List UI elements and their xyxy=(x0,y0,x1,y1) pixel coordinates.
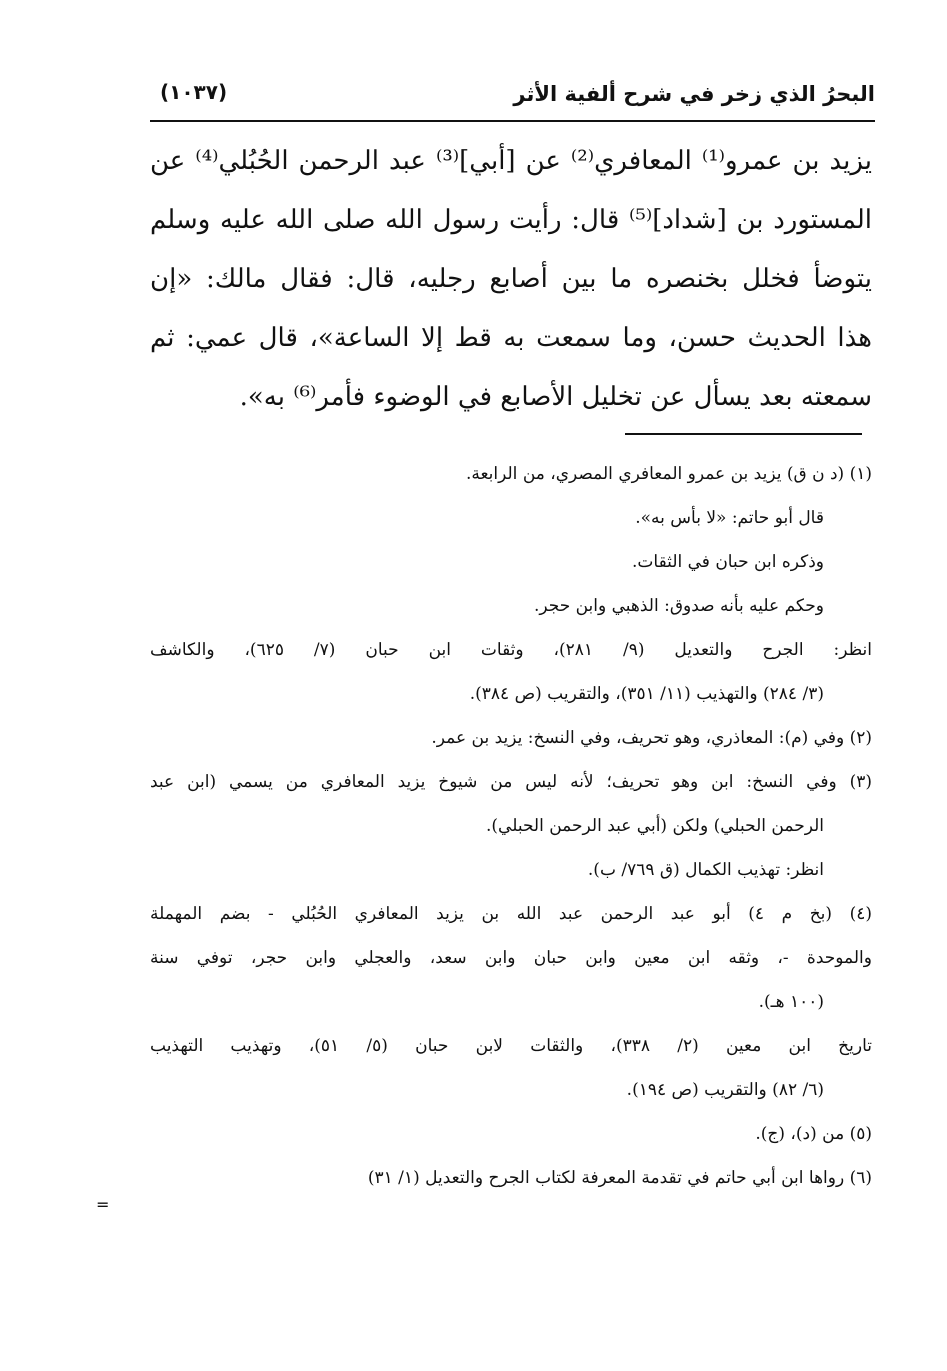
footnote-line: وحكم عليه بأنه صدوق: الذهبي وابن حجر. xyxy=(533,596,824,616)
footnote-line: (٦) رواها ابن أبي حاتم في تقدمة المعرفة لكتاب الجرح والتعديل (١/ ٣١) xyxy=(367,1168,872,1188)
footnote-line: (٦/ ٨٢) والتقريب (ص ١٩٤). xyxy=(626,1080,824,1100)
main-text-line: يزيد بن عمرو⁽¹⁾ المعافري⁽²⁾ عن [أبي]⁽³⁾ عبد الرحمن الحُبُلي⁽⁴⁾ عن xyxy=(150,146,872,176)
footnote-line: والموحدة -، وثقه ابن معين وابن حبان وابن سعد، والعجلي وابن حجر، توفي سنة xyxy=(150,948,872,968)
footnote-line: (١) (د ن ق) يزيد بن عمرو المعافري المصري، من الرابعة. xyxy=(465,464,872,484)
running-header xyxy=(150,78,875,118)
footnote-separator xyxy=(625,433,862,435)
footnote-line: (٣) وفي النسخ: ابن وهو تحريف؛ لأنه ليس من شيوخ يزيد المعافري من يسمي (ابن عبد xyxy=(150,772,872,792)
footnote-line: قال أبو حاتم: «لا بأس به». xyxy=(635,508,824,528)
footnote-line: (١٠٠ هـ). xyxy=(758,992,824,1012)
running-title: البحرُ الذي زخر في شرح ألفية الأثر xyxy=(513,82,875,106)
main-text-line: المستورد بن [شداد]⁽⁵⁾ قال: رأيت رسول الله صلى الله عليه وسلم xyxy=(150,205,872,235)
footnotes xyxy=(150,452,872,1200)
page-number: (١٠٣٧) xyxy=(160,80,228,104)
footnote-line: الرحمن الحبلي) ولكن (أبي عبد الرحمن الحبلي). xyxy=(486,816,824,836)
footnote-line: وذكره ابن حبان في الثقات. xyxy=(632,552,824,572)
header-rule xyxy=(150,120,875,122)
main-text-line: سمعته بعد يسأل عن تخليل الأصابع في الوضوء فأمر⁽⁶⁾ به». xyxy=(239,382,872,412)
footnote-line: (٢) وفي (م): المعاذري، وهو تحريف، وفي النسخ: يزيد بن عمر. xyxy=(431,728,872,748)
main-text-line: هذا الحديث حسن، وما سمعت به قط إلا الساعة»، قال عمي: ثم xyxy=(150,323,872,353)
main-text xyxy=(150,132,872,427)
continuation-mark: = xyxy=(96,1195,110,1214)
main-text-line: يتوضأ فخلل بخنصره ما بين أصابع رجليه، قال: فقال مالك: «إن xyxy=(150,264,872,294)
footnote-line: انظر: الجرح والتعديل (٩/ ٢٨١)، وثقات ابن حبان (٧/ ٦٢٥)، والكاشف xyxy=(150,640,872,660)
footnote-line: (٣/ ٢٨٤) والتهذيب (١١/ ٣٥١)، والتقريب (ص ٣٨٤). xyxy=(469,684,824,704)
footnote-line: انظر: تهذيب الكمال (ق ٧٦٩/ ب). xyxy=(587,860,824,880)
footnote-line: (٥) من (د)، (ج). xyxy=(755,1124,872,1144)
footnote-line: (٤) (بخ م ٤) أبو عبد الرحمن عبد الله بن يزيد المعافري الحُبُلي - بضم المهملة xyxy=(150,904,872,924)
footnote-line: تاريخ ابن معين (٢/ ٣٣٨)، والثقات لابن حبان (٥/ ٥١)، وتهذيب التهذيب xyxy=(150,1036,872,1056)
